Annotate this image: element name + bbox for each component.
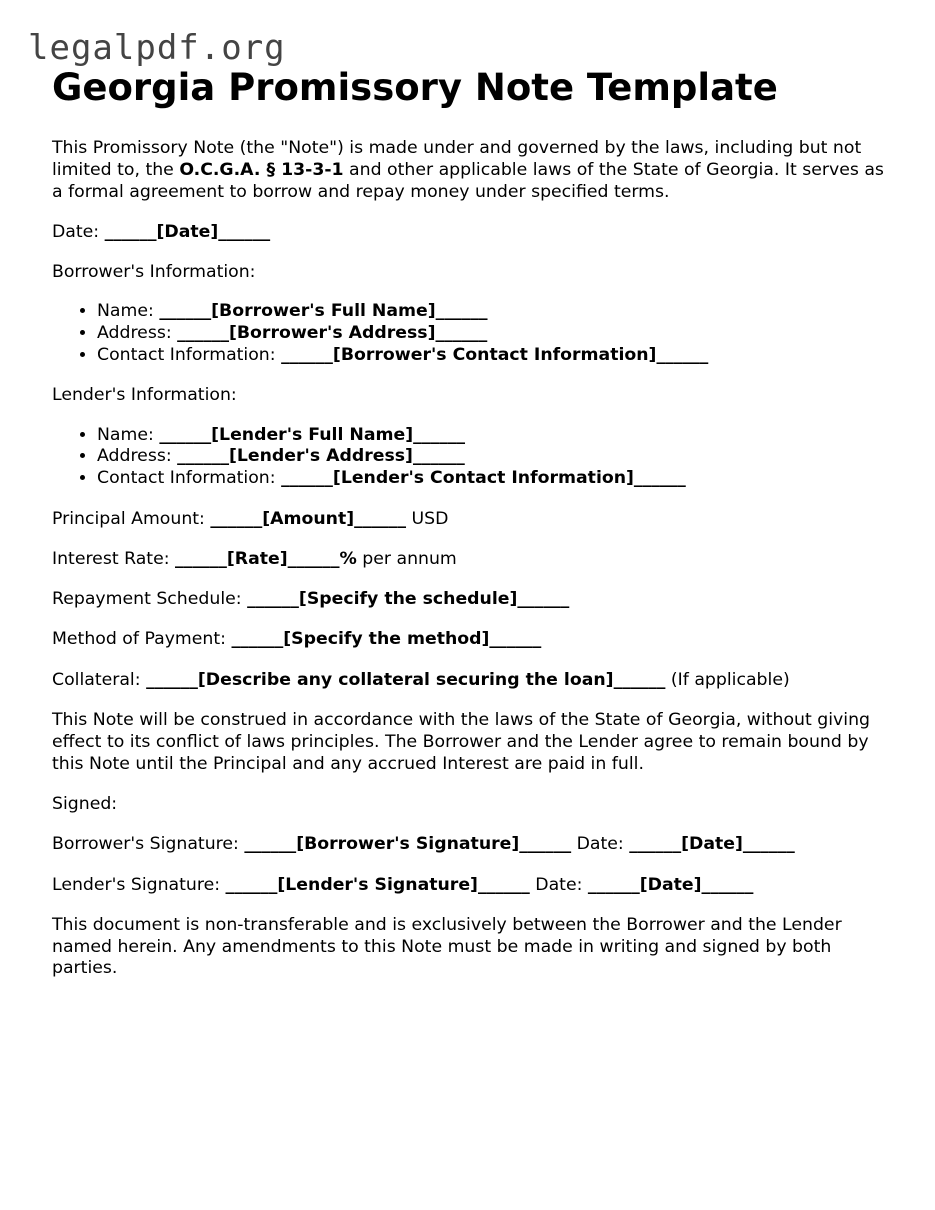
lender-signature-field: ______[Lender's Signature]______: [225, 874, 530, 895]
borrower-signature-date-label: Date:: [571, 834, 630, 855]
interest-label: Interest Rate:: [52, 548, 176, 569]
payment-method-label: Method of Payment:: [52, 629, 232, 650]
borrower-info-list: [52, 301, 892, 366]
repayment-label: Repayment Schedule:: [52, 589, 248, 610]
borrower-signature-field: ______[Borrower's Signature]______: [244, 834, 572, 855]
date-line: [52, 222, 892, 244]
lender-info-list: [52, 425, 892, 490]
lender-address-label: Address:: [97, 446, 178, 467]
governing-law-paragraph: This Note will be construed in accordance with the laws of the State of Georgia, without giving effect to its conflict of laws principles. The Borrower and the Lender agree to remain bound by this Note until the Principal and any accrued Interest are paid in full.: [52, 710, 870, 774]
borrower-signature-label: Borrower's Signature:: [52, 834, 245, 855]
borrower-heading: Borrower's Information:: [52, 262, 256, 283]
collateral-label: Collateral:: [52, 669, 147, 690]
repayment-field: ______[Specify the schedule]______: [247, 589, 570, 610]
intro-text-1: This Promissory Note (the "Note") is made under and governed by the laws, including but not limited to, the: [52, 138, 862, 180]
lender-signature-date-field: ______[Date]______: [587, 874, 754, 895]
list-item: [97, 323, 892, 345]
closing-paragraph: This document is non-transferable and is exclusively between the Borrower and the Lender named herein. Any amendments to this Note must be made in writing and signed by both parties.: [52, 914, 842, 979]
page-title: Georgia Promissory Note Template: [52, 66, 778, 109]
collateral-field: ______[Describe any collateral securing the loan]______: [146, 669, 666, 690]
watermark-logo: legalpdf.org: [28, 28, 286, 68]
borrower-address-label: Address:: [97, 323, 178, 344]
list-item: [97, 345, 892, 367]
date-field: ______[Date]______: [104, 221, 271, 242]
list-item: [97, 468, 892, 490]
date-label: Date:: [52, 221, 105, 242]
borrower-signature-date-field: ______[Date]______: [629, 834, 795, 855]
collateral-line: [52, 670, 892, 692]
borrower-address-field: ______[Borrower's Address]______: [177, 323, 488, 344]
list-item: [97, 446, 892, 468]
borrower-name-label: Name:: [97, 301, 160, 322]
intro-text-2: and other applicable laws of the State of Georgia. It serves as a formal agreement to borrow and repay money under specified terms.: [52, 159, 884, 202]
interest-line: [52, 549, 892, 571]
borrower-contact-field: ______[Borrower's Contact Information]______: [281, 345, 709, 366]
lender-signature-line: [52, 875, 892, 897]
document-body: [52, 64, 892, 999]
interest-field: ______[Rate]______%: [175, 548, 357, 569]
principal-label: Principal Amount:: [52, 508, 211, 529]
principal-field: ______[Amount]______: [210, 508, 406, 529]
list-item: [97, 301, 892, 323]
lender-signature-label: Lender's Signature:: [52, 874, 226, 895]
signed-label: Signed:: [52, 793, 118, 814]
lender-signature-date-label: Date:: [529, 874, 588, 895]
principal-suffix: USD: [405, 508, 449, 529]
payment-method-line: [52, 629, 892, 651]
lender-heading: Lender's Information:: [52, 385, 237, 406]
lender-contact-label: Contact Information:: [97, 468, 282, 489]
lender-contact-field: ______[Lender's Contact Information]______: [281, 468, 686, 489]
intro-paragraph: [52, 138, 892, 203]
lender-address-field: ______[Lender's Address]______: [177, 446, 465, 467]
borrower-signature-line: [52, 834, 892, 856]
principal-line: [52, 509, 892, 531]
statute-reference: O.C.G.A. § 13-3-1: [179, 159, 344, 180]
borrower-name-field: ______[Borrower's Full Name]______: [159, 301, 488, 322]
collateral-suffix: (If applicable): [665, 669, 790, 690]
interest-suffix: per annum: [356, 548, 457, 569]
lender-name-label: Name:: [97, 424, 160, 445]
repayment-line: [52, 589, 892, 611]
list-item: [97, 425, 892, 447]
borrower-contact-label: Contact Information:: [97, 345, 282, 366]
payment-method-field: ______[Specify the method]______: [231, 629, 542, 650]
lender-name-field: ______[Lender's Full Name]______: [159, 424, 465, 445]
